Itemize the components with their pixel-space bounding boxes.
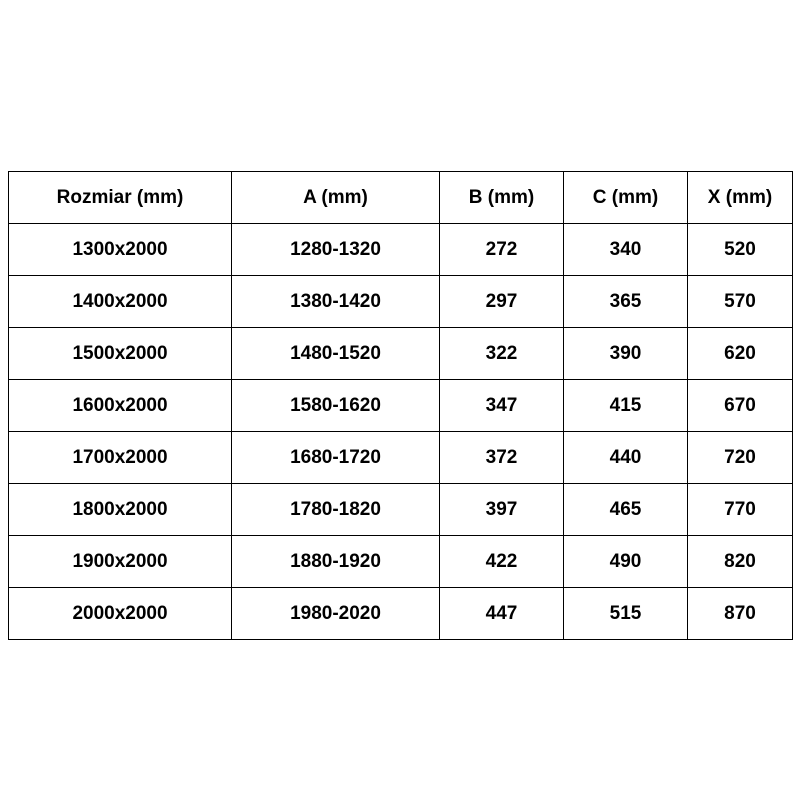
table-header: [9, 172, 793, 224]
table-row: [9, 484, 793, 536]
cell-size: 1500x2000: [9, 328, 232, 380]
cell-b: 272: [440, 224, 564, 276]
size-table: [8, 171, 793, 640]
cell-b: 397: [440, 484, 564, 536]
table-row: [9, 588, 793, 640]
table-row: [9, 432, 793, 484]
cell-x: 770: [688, 484, 793, 536]
table-row: [9, 276, 793, 328]
table-body: [9, 224, 793, 640]
column-header-b: B (mm): [440, 172, 564, 224]
cell-c: 490: [564, 536, 688, 588]
cell-x: 570: [688, 276, 793, 328]
cell-b: 322: [440, 328, 564, 380]
table-row: [9, 536, 793, 588]
cell-size: 1800x2000: [9, 484, 232, 536]
cell-x: 870: [688, 588, 793, 640]
column-header-c: C (mm): [564, 172, 688, 224]
cell-a: 1780-1820: [232, 484, 440, 536]
cell-c: 515: [564, 588, 688, 640]
column-header-rozmiar: Rozmiar (mm): [9, 172, 232, 224]
cell-c: 440: [564, 432, 688, 484]
size-table-container: [8, 171, 792, 640]
cell-b: 372: [440, 432, 564, 484]
cell-c: 390: [564, 328, 688, 380]
cell-x: 720: [688, 432, 793, 484]
column-header-x: X (mm): [688, 172, 793, 224]
cell-c: 465: [564, 484, 688, 536]
cell-c: 365: [564, 276, 688, 328]
cell-b: 447: [440, 588, 564, 640]
cell-x: 520: [688, 224, 793, 276]
cell-a: 1280-1320: [232, 224, 440, 276]
column-header-a: A (mm): [232, 172, 440, 224]
cell-b: 297: [440, 276, 564, 328]
cell-x: 620: [688, 328, 793, 380]
cell-b: 347: [440, 380, 564, 432]
table-row: [9, 380, 793, 432]
cell-a: 1980-2020: [232, 588, 440, 640]
table-row: [9, 224, 793, 276]
cell-size: 2000x2000: [9, 588, 232, 640]
cell-c: 340: [564, 224, 688, 276]
table-header-row: [9, 172, 793, 224]
cell-a: 1680-1720: [232, 432, 440, 484]
cell-a: 1380-1420: [232, 276, 440, 328]
cell-x: 820: [688, 536, 793, 588]
cell-size: 1700x2000: [9, 432, 232, 484]
cell-a: 1480-1520: [232, 328, 440, 380]
cell-a: 1580-1620: [232, 380, 440, 432]
cell-x: 670: [688, 380, 793, 432]
cell-c: 415: [564, 380, 688, 432]
table-row: [9, 328, 793, 380]
cell-size: 1600x2000: [9, 380, 232, 432]
cell-size: 1900x2000: [9, 536, 232, 588]
cell-b: 422: [440, 536, 564, 588]
cell-size: 1300x2000: [9, 224, 232, 276]
cell-a: 1880-1920: [232, 536, 440, 588]
cell-size: 1400x2000: [9, 276, 232, 328]
